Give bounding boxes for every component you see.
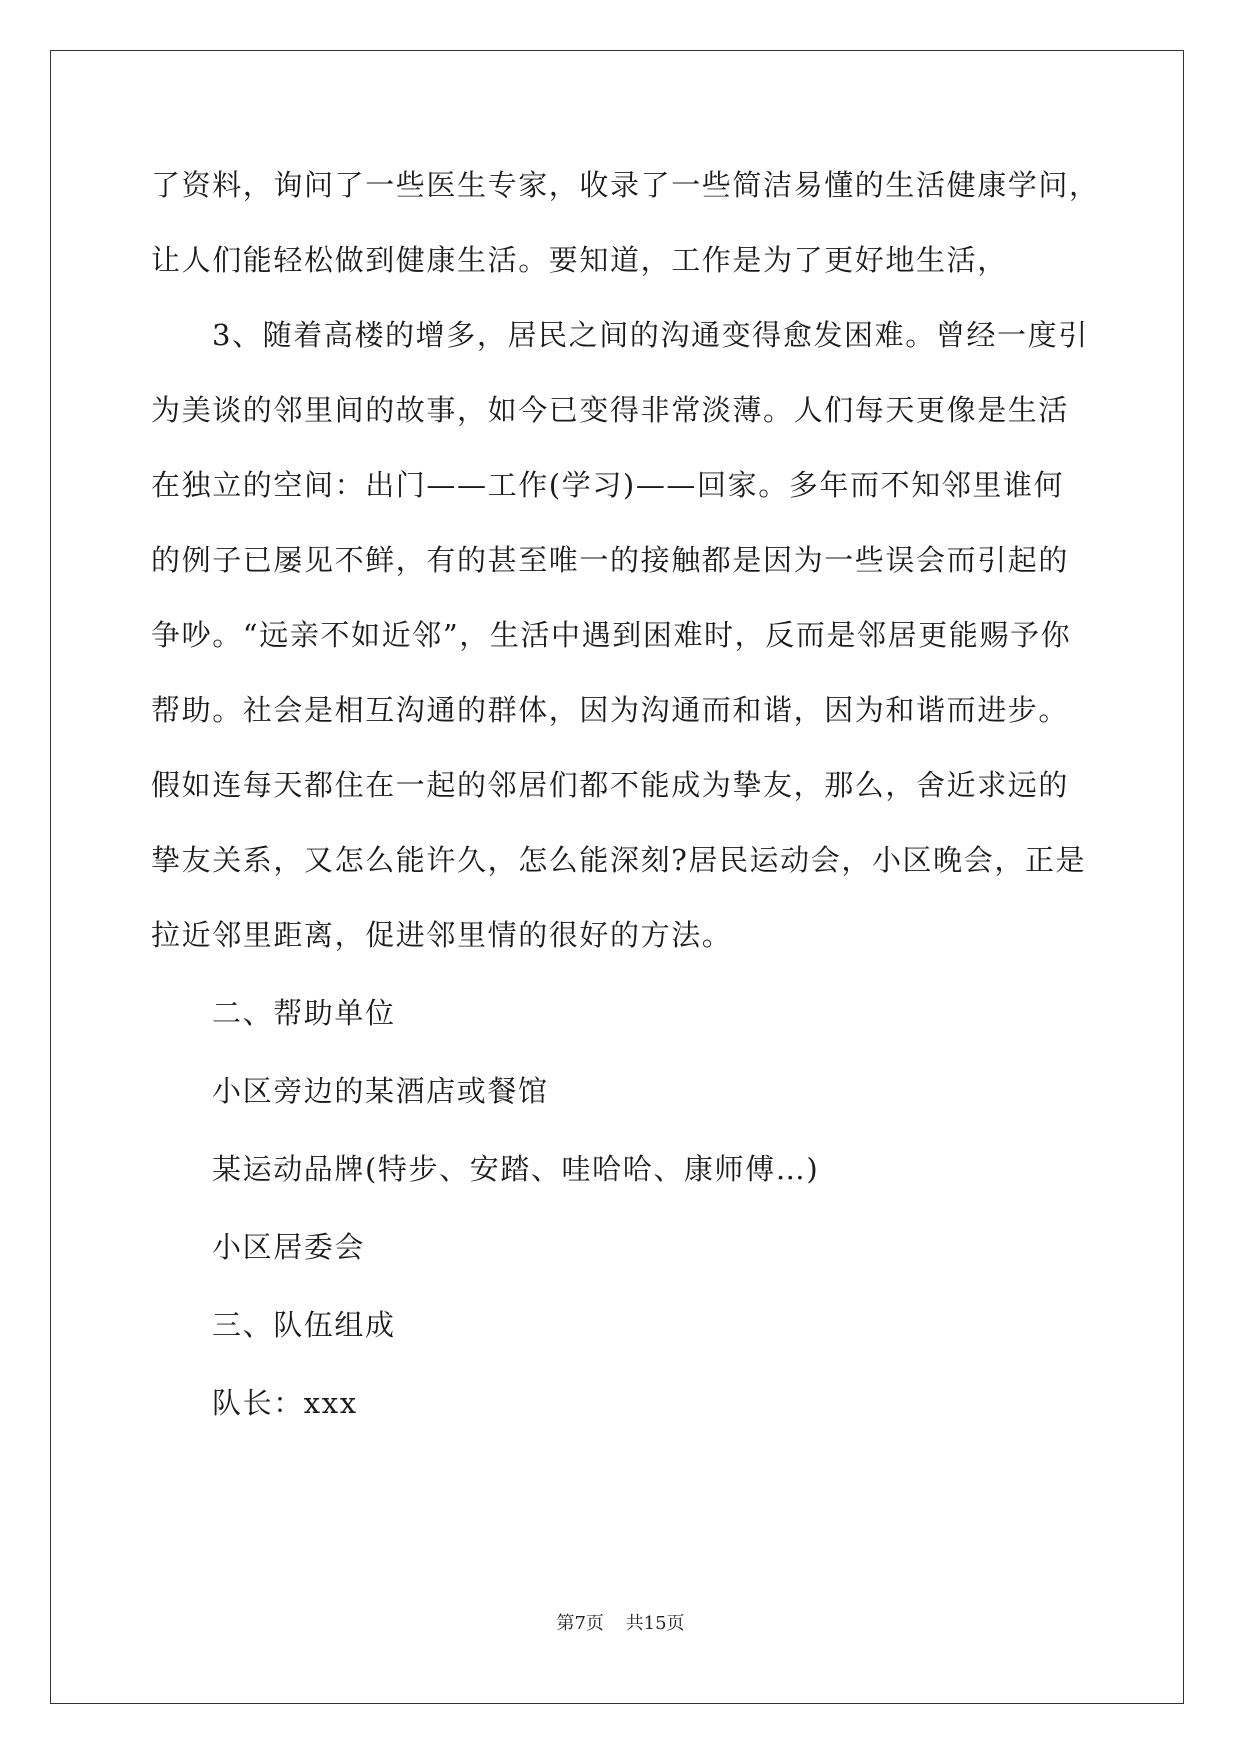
list-item: 某运动品牌(特步、安踏、哇哈哈、康师傅…) [212, 1152, 820, 1186]
list-item: 队长：xxx [212, 1386, 358, 1420]
paragraph-line: 争吵。“远亲不如近邻”，生活中遇到困难时，反而是邻居更能赐予你 [151, 618, 1072, 652]
section-heading: 二、帮助单位 [212, 996, 396, 1030]
page-footer [0, 1612, 1241, 1636]
paragraph-line: 假如连每天都住在一起的邻居们都不能成为挚友，那么，舍近求远的 [151, 768, 1070, 802]
paragraph-line: 让人们能轻松做到健康生活。要知道，工作是为了更好地生活， [151, 243, 1008, 277]
paragraph-line: 帮助。社会是相互沟通的群体，因为沟通而和谐，因为和谐而进步。 [151, 693, 1070, 727]
paragraph-line: 了资料，询问了一些医生专家，收录了一些简洁易懂的生活健康学问， [151, 168, 1100, 202]
paragraph-line: 为美谈的邻里间的故事，如今已变得非常淡薄。人们每天更像是生活 [151, 393, 1070, 427]
page-total: 共15页 [625, 1613, 685, 1634]
paragraph-line: 在独立的空间：出门——工作(学习)——回家。多年而不知邻里谁何 [151, 468, 1065, 502]
list-item: 小区旁边的某酒店或餐馆 [212, 1074, 549, 1108]
list-item: 小区居委会 [212, 1230, 366, 1264]
paragraph-line: 挚友关系，又怎么能许久，怎么能深刻?居民运动会，小区晚会，正是 [151, 843, 1087, 877]
section-heading: 三、队伍组成 [212, 1308, 396, 1342]
paragraph-line: 3、随着高楼的增多，居民之间的沟通变得愈发困难。曾经一度引 [212, 318, 1089, 352]
paragraph-line: 拉近邻里距离，促进邻里情的很好的方法。 [151, 918, 733, 952]
page-number: 第7页 [556, 1613, 604, 1634]
paragraph-line: 的例子已屡见不鲜，有的甚至唯一的接触都是因为一些误会而引起的 [151, 543, 1070, 577]
